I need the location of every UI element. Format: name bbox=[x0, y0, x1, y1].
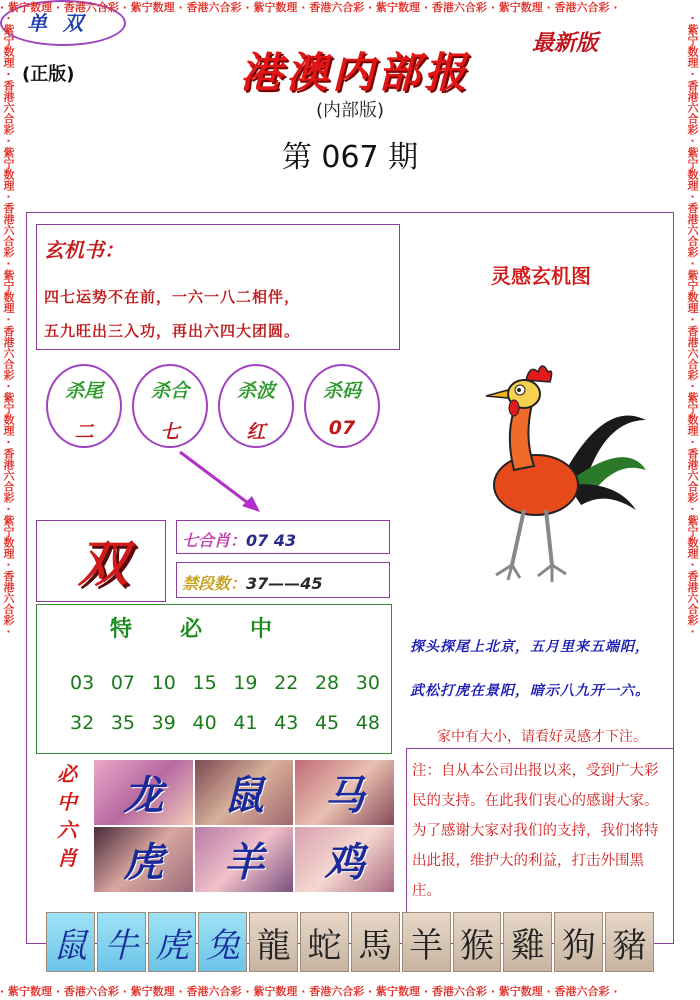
zodiac-cell: 鸡 bbox=[295, 827, 394, 892]
number: 48 bbox=[355, 712, 380, 734]
zodiac-cell: 羊 bbox=[195, 827, 294, 892]
number-row bbox=[70, 672, 380, 694]
must-win-label: 必中六肖 bbox=[57, 762, 77, 870]
hint-oval-tail bbox=[46, 364, 122, 448]
hint-oval-combo bbox=[132, 364, 208, 448]
number: 40 bbox=[192, 712, 217, 734]
zodiac-tile: 虎 bbox=[148, 912, 197, 972]
page-subtitle: (内部版) bbox=[315, 100, 385, 121]
zodiac-tile: 狗 bbox=[554, 912, 603, 972]
zodiac-cell: 虎 bbox=[94, 827, 193, 892]
latest-badge: 最新版 bbox=[532, 31, 599, 56]
arrow-icon bbox=[170, 444, 270, 520]
page-title: 港澳内部报 bbox=[239, 48, 470, 97]
number: 07 bbox=[110, 672, 136, 694]
number: 32 bbox=[70, 712, 95, 734]
zodiac-tile: 龍 bbox=[249, 912, 298, 972]
seven-combo-value: 07 43 bbox=[246, 531, 297, 550]
zodiac-cell: 鼠 bbox=[195, 760, 294, 825]
zodiac-tile: 牛 bbox=[97, 912, 146, 972]
number: 19 bbox=[233, 672, 258, 694]
zodiac-tile: 馬 bbox=[351, 912, 400, 972]
border-right: · 紫宁数理 · 香港六合彩 · 紫宁数理 · 香港六合彩 · 紫宁数理 · 香港六合彩 · 紫宁数理 · 香港六合彩 · 紫宁数理 · 香港六合彩 · bbox=[686, 16, 699, 634]
border-top: · 紫宁数理 · 香港六合彩 · 紫宁数理 · 香港六合彩 · 紫宁数理 · 香港六合彩 · 紫宁数理 · 香港六合彩 · 紫宁数理 · 香港六合彩 · bbox=[0, 1, 618, 14]
banned-range-text bbox=[182, 571, 323, 594]
riddle-title: 玄机书： bbox=[44, 238, 124, 262]
number: 15 bbox=[192, 672, 217, 694]
poem-line: 武松打虎在景阳，暗示八九开一六。 bbox=[410, 683, 650, 699]
seven-combo-text bbox=[182, 528, 296, 551]
border-left: · 紫宁数理 · 香港六合彩 · 紫宁数理 · 香港六合彩 · 紫宁数理 · 香港六合彩 · 紫宁数理 · 香港六合彩 · 紫宁数理 · 香港六合彩 · bbox=[2, 16, 15, 634]
zodiac-tile: 蛇 bbox=[300, 912, 349, 972]
odd-even-oval: 单双 bbox=[0, 0, 126, 46]
zodiac-bar bbox=[46, 912, 654, 972]
number: 10 bbox=[151, 672, 176, 694]
number: 28 bbox=[314, 672, 340, 694]
hint-oval-wave bbox=[218, 364, 294, 448]
riddle-line: 五九旺出三入功，再出六四大团圆。 bbox=[44, 322, 301, 340]
hint-label: 杀尾 bbox=[64, 380, 103, 402]
number: 35 bbox=[110, 712, 136, 734]
hint-label: 杀波 bbox=[236, 380, 275, 402]
number: 30 bbox=[355, 672, 380, 694]
figure-title: 灵感玄机图 bbox=[491, 264, 591, 288]
zodiac-tile: 兔 bbox=[198, 912, 247, 972]
special-title: 特必中 bbox=[109, 617, 320, 642]
zodiac-six-grid bbox=[94, 760, 394, 892]
number: 03 bbox=[70, 672, 95, 694]
zodiac-tile: 猴 bbox=[453, 912, 502, 972]
hint-label: 杀合 bbox=[150, 380, 189, 402]
edition-label: (正版) bbox=[22, 64, 75, 85]
border-bottom: · 紫宁数理 · 香港六合彩 · 紫宁数理 · 香港六合彩 · 紫宁数理 · 香港六合彩 · 紫宁数理 · 香港六合彩 · 紫宁数理 · 香港六合彩 · bbox=[0, 985, 618, 998]
zodiac-tile: 羊 bbox=[402, 912, 451, 972]
poem-line: 探头探尾上北京，五月里来五端阳， bbox=[410, 639, 650, 655]
banned-range-label: 禁段数： bbox=[182, 574, 247, 593]
hint-oval-code bbox=[304, 364, 380, 448]
riddle-line: 四七运势不在前，一六一八二相伴， bbox=[44, 288, 301, 306]
rooster-icon bbox=[456, 360, 646, 590]
hint-label: 杀码 bbox=[322, 380, 361, 402]
zodiac-tile: 豬 bbox=[605, 912, 654, 972]
hint-value: 二 bbox=[74, 421, 94, 443]
number: 43 bbox=[274, 712, 299, 734]
zodiac-cell: 龙 bbox=[94, 760, 193, 825]
poem-note: 家中有大小，请看好灵感才下注。 bbox=[437, 729, 647, 745]
zodiac-cell: 马 bbox=[295, 760, 394, 825]
zodiac-tile: 鼠 bbox=[46, 912, 95, 972]
hint-value: 七 bbox=[160, 421, 180, 443]
even-big-label: 双 bbox=[78, 535, 128, 593]
number: 41 bbox=[233, 712, 258, 734]
zodiac-tile: 雞 bbox=[503, 912, 552, 972]
seven-combo-label: 七合肖： bbox=[182, 531, 247, 550]
hint-value: 红 bbox=[246, 421, 266, 443]
hint-value: 07 bbox=[328, 417, 356, 439]
number: 22 bbox=[274, 672, 299, 694]
issue-number: 第 067 期 bbox=[281, 140, 419, 175]
number: 39 bbox=[151, 712, 176, 734]
number: 45 bbox=[314, 712, 340, 734]
banned-range-value: 37——45 bbox=[246, 574, 323, 593]
notice-text: 注：自从本公司出报以来，受到广大彩民的支持。在此我们衷心的感谢大家。为了感谢大家对我们的支持，我们将特出此报，维护大的利益，打击外围黑庄。 bbox=[412, 763, 659, 899]
number-row bbox=[70, 712, 380, 734]
